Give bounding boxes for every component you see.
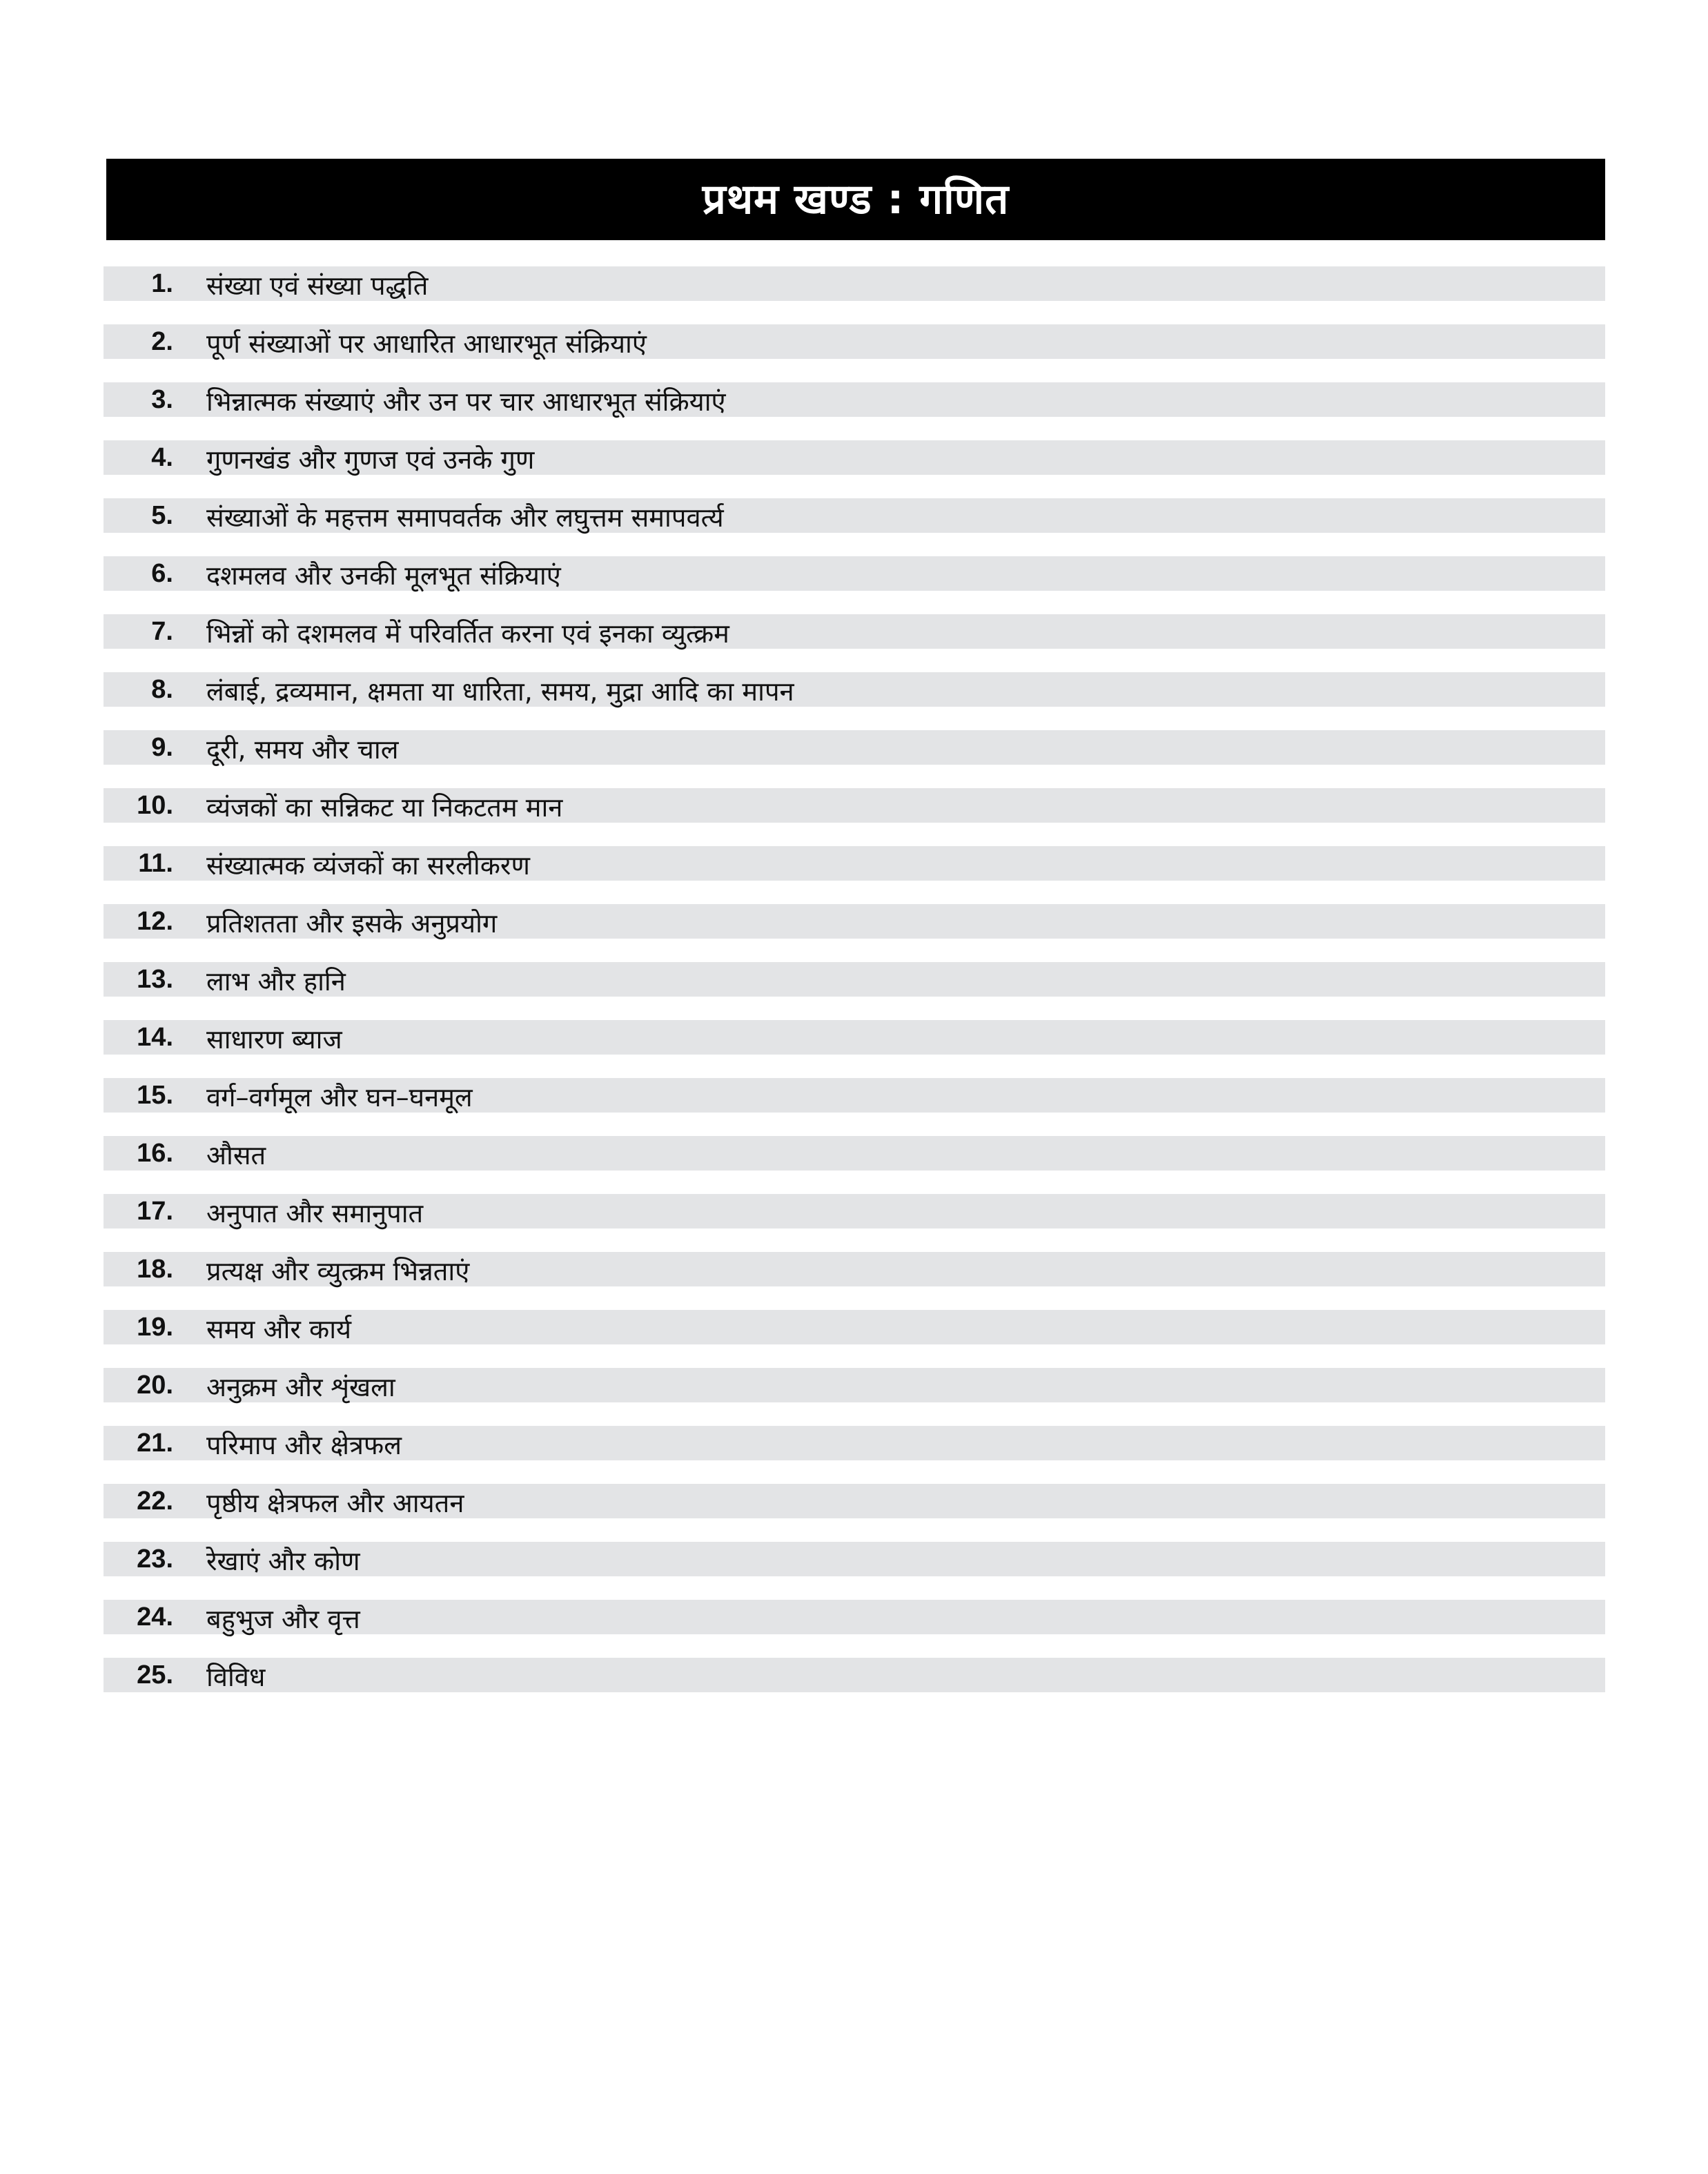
chapter-number: 12. bbox=[137, 906, 173, 936]
chapter-title: संख्या एवं संख्या पद्धति bbox=[206, 271, 429, 301]
chapter-title: समय और कार्य bbox=[206, 1314, 352, 1344]
chapter-number: 23. bbox=[137, 1544, 173, 1574]
chapter-number: 16. bbox=[137, 1138, 173, 1168]
chapter-number: 13. bbox=[137, 964, 173, 994]
chapter-row bbox=[104, 730, 1605, 765]
chapter-number: 25. bbox=[137, 1660, 173, 1690]
chapter-title: भिन्नात्मक संख्याएं और उन पर चार आधारभूत संक्रियाएं bbox=[206, 386, 726, 417]
chapter-row bbox=[104, 1426, 1605, 1460]
chapter-row bbox=[104, 1368, 1605, 1402]
chapter-row bbox=[104, 1136, 1605, 1171]
chapter-row bbox=[104, 614, 1605, 649]
chapter-number: 8. bbox=[151, 674, 173, 704]
chapter-title: लंबाई, द्रव्यमान, क्षमता या धारिता, समय, मुद्रा आदि का मापन bbox=[206, 676, 794, 707]
chapter-row bbox=[104, 498, 1605, 533]
chapter-row bbox=[104, 1542, 1605, 1576]
chapter-title: प्रत्यक्ष और व्युत्क्रम भिन्नताएं bbox=[206, 1256, 470, 1286]
chapter-title: दूरी, समय और चाल bbox=[206, 734, 399, 765]
chapter-number: 3. bbox=[151, 384, 173, 414]
chapter-title: प्रतिशतता और इसके अनुप्रयोग bbox=[206, 908, 498, 939]
chapter-title: भिन्नों को दशमलव में परिवर्तित करना एवं इनका व्युत्क्रम bbox=[206, 618, 729, 649]
chapter-title: गुणनखंड और गुणज एवं उनके गुण bbox=[206, 444, 535, 475]
chapter-number: 24. bbox=[137, 1602, 173, 1632]
chapter-row bbox=[104, 1078, 1605, 1113]
chapter-number: 2. bbox=[151, 326, 173, 356]
chapter-title: पृष्ठीय क्षेत्रफल और आयतन bbox=[206, 1488, 464, 1518]
chapter-row bbox=[104, 672, 1605, 707]
chapter-row bbox=[104, 382, 1605, 417]
chapter-title: पूर्ण संख्याओं पर आधारित आधारभूत संक्रियाएं bbox=[206, 329, 647, 359]
chapter-number: 22. bbox=[137, 1486, 173, 1516]
chapter-number: 21. bbox=[137, 1428, 173, 1458]
chapter-title: व्यंजकों का सन्निकट या निकटतम मान bbox=[206, 792, 563, 823]
chapter-number: 9. bbox=[151, 732, 173, 762]
chapter-row bbox=[104, 1310, 1605, 1344]
chapter-row bbox=[104, 1252, 1605, 1286]
chapter-title: विविध bbox=[206, 1662, 266, 1692]
chapter-title: दशमलव और उनकी मूलभूत संक्रियाएं bbox=[206, 560, 561, 591]
chapter-list bbox=[104, 266, 1605, 1716]
chapter-title: बहुभुज और वृत्त bbox=[206, 1604, 360, 1634]
chapter-row bbox=[104, 440, 1605, 475]
chapter-number: 14. bbox=[137, 1022, 173, 1052]
chapter-number: 6. bbox=[151, 558, 173, 588]
chapter-number: 18. bbox=[137, 1254, 173, 1284]
chapter-row bbox=[104, 788, 1605, 823]
chapter-number: 11. bbox=[138, 848, 173, 878]
chapter-number: 5. bbox=[151, 500, 173, 530]
chapter-title: औसत bbox=[206, 1140, 266, 1171]
chapter-row bbox=[104, 266, 1605, 301]
chapter-title: अनुक्रम और शृंखला bbox=[206, 1372, 395, 1402]
chapter-row bbox=[104, 1020, 1605, 1055]
chapter-row bbox=[104, 1484, 1605, 1518]
section-title-bar bbox=[106, 159, 1605, 240]
chapter-row bbox=[104, 556, 1605, 591]
chapter-number: 17. bbox=[137, 1196, 173, 1226]
chapter-row bbox=[104, 324, 1605, 359]
chapter-row bbox=[104, 962, 1605, 997]
chapter-number: 20. bbox=[137, 1370, 173, 1400]
section-title: प्रथम खण्ड : गणित bbox=[702, 175, 1010, 224]
chapter-title: लाभ और हानि bbox=[206, 966, 346, 997]
chapter-title: साधारण ब्याज bbox=[206, 1024, 342, 1055]
chapter-number: 7. bbox=[151, 616, 173, 646]
chapter-title: परिमाप और क्षेत्रफल bbox=[206, 1430, 402, 1460]
chapter-number: 4. bbox=[151, 442, 173, 472]
chapter-number: 1. bbox=[151, 268, 173, 298]
chapter-row bbox=[104, 904, 1605, 939]
chapter-row bbox=[104, 1600, 1605, 1634]
chapter-number: 15. bbox=[137, 1080, 173, 1110]
chapter-row bbox=[104, 846, 1605, 881]
chapter-title: संख्याओं के महत्तम समापवर्तक और लघुत्तम समापवर्त्य bbox=[206, 502, 724, 533]
chapter-title: रेखाएं और कोण bbox=[206, 1546, 360, 1576]
chapter-number: 10. bbox=[137, 790, 173, 820]
chapter-row bbox=[104, 1658, 1605, 1692]
chapter-row bbox=[104, 1194, 1605, 1228]
chapter-title: वर्ग–वर्गमूल और घन–घनमूल bbox=[206, 1082, 473, 1113]
chapter-number: 19. bbox=[137, 1312, 173, 1342]
chapter-title: संख्यात्मक व्यंजकों का सरलीकरण bbox=[206, 850, 530, 881]
chapter-title: अनुपात और समानुपात bbox=[206, 1198, 424, 1228]
